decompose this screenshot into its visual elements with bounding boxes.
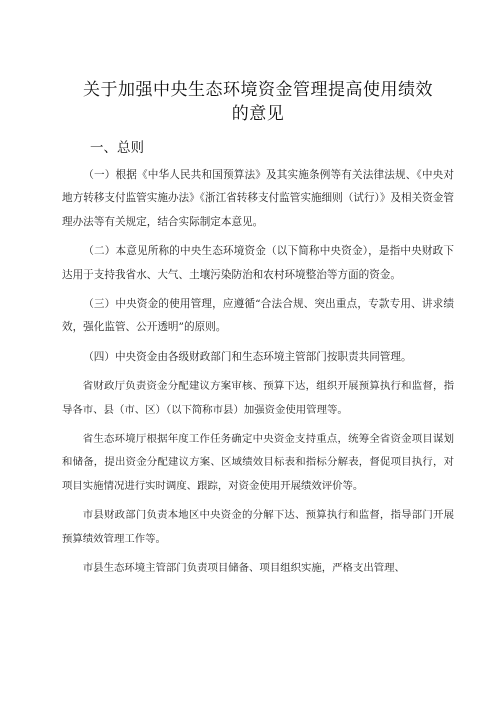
paragraph-principles: （三）中央资金的使用管理，应遵循“合法合规、突出重点，专款专用、讲求绩效，强化监管、公开透明”的原则。 bbox=[62, 298, 454, 334]
section-heading-general: 一、总则 bbox=[90, 140, 144, 156]
document-title bbox=[62, 78, 454, 126]
title-line-2: 的意见 bbox=[231, 104, 285, 124]
paragraph-legal-basis: （一）根据《中华人民共和国预算法》及其实施条例等有关法律法规、《中央对地方转移支付监管实施办法》《浙江省转移支付监管实施细则（试行）》及相关资金管理办法等有关规定，结合实际制定本意见。 bbox=[62, 169, 454, 228]
paragraph-provincial-environment: 省生态环境厅根据年度工作任务确定中央资金支持重点，统筹全省资金项目谋划和储备，提出资金分配建议方案、区域绩效目标表和指标分解表，督促项目执行，对项目实施情况进行实时调度、跟踪，对资金使用开展绩效评价等。 bbox=[62, 433, 454, 492]
paragraph-definition: （二）本意见所称的中央生态环境资金（以下简称中央资金），是指中央财政下达用于支持我省水、大气、土壤污染防治和农村环境整治等方面的资金。 bbox=[62, 245, 454, 281]
paragraph-provincial-finance: 省财政厅负责资金分配建议方案审核、预算下达，组织开展预算执行和监督，指导各市、县（市、区）（以下简称市县）加强资金使用管理等。 bbox=[62, 380, 454, 416]
paragraph-county-finance: 市县财政部门负责本地区中央资金的分解下达、预算执行和监督，指导部门开展预算绩效管理工作等。 bbox=[62, 509, 454, 545]
title-line-1: 关于加强中央生态环境资金管理提高使用绩效 bbox=[83, 80, 433, 100]
paragraph-joint-management: （四）中央资金由各级财政部门和生态环境主管部门按职责共同管理。 bbox=[83, 350, 412, 363]
paragraph-county-environment: 市县生态环境主管部门负责项目储备、项目组织实施，严格支出管理、 bbox=[82, 562, 405, 575]
